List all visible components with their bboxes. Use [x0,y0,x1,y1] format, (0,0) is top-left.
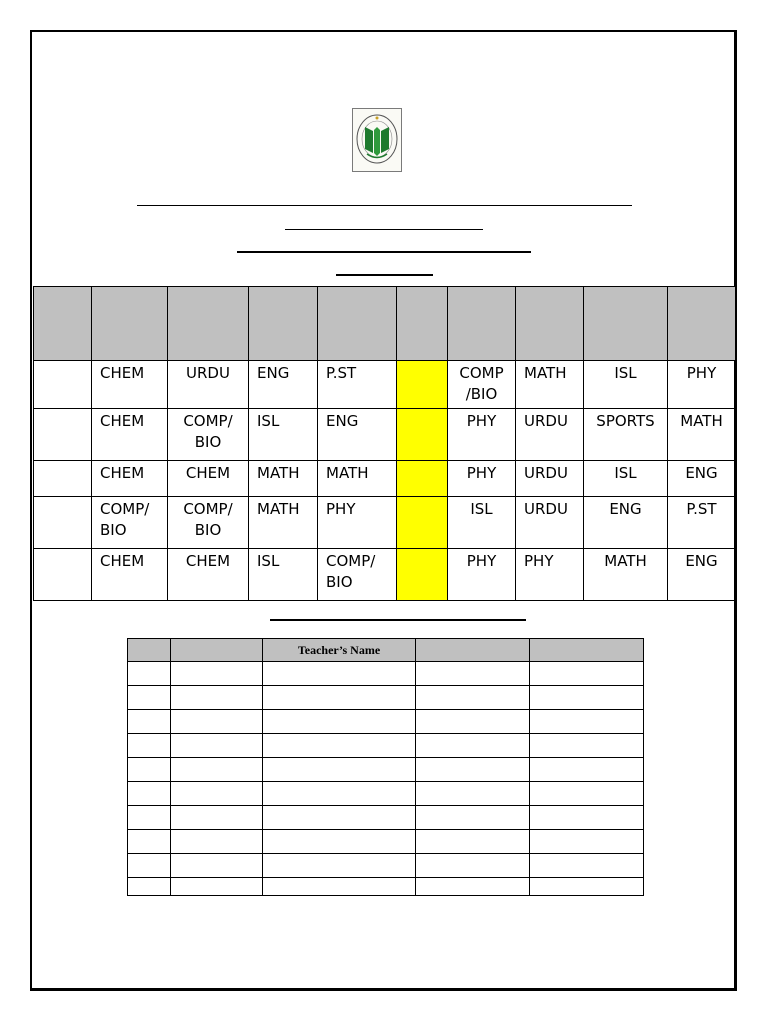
teacher-cell [530,662,644,686]
subject-cell: MATH [249,461,318,497]
subject-cell: CHEM [92,409,168,461]
teacher-row [128,878,644,896]
title-line-1 [137,205,632,206]
teacher-row [128,734,644,758]
teacher-cell [171,854,263,878]
teacher-cell [171,782,263,806]
subject-cell: COMP/ BIO [168,409,249,461]
subject-cell: MATH [584,549,668,601]
subject-cell: COMP/ BIO [318,549,397,601]
teacher-cell [263,806,416,830]
subject-cell: ISL [249,549,318,601]
teacher-row [128,758,644,782]
teacher-cell [263,734,416,758]
section-line [270,619,526,621]
teachers-table-header [128,639,644,662]
title-line-3 [237,251,531,253]
teacher-row [128,710,644,734]
subject-cell: PHY [448,409,516,461]
subject-cell: PHY [448,549,516,601]
teacher-cell [128,662,171,686]
break-cell [397,409,448,461]
break-cell [397,497,448,549]
teacher-cell [171,662,263,686]
subject-cell: CHEM [92,461,168,497]
subject-cell: MATH [249,497,318,549]
break-cell [397,461,448,497]
subject-cell: PHY [318,497,397,549]
subject-cell: URDU [168,361,249,409]
teacher-cell [128,806,171,830]
teacher-cell [416,782,530,806]
subject-cell: ISL [448,497,516,549]
teacher-row [128,806,644,830]
teacher-cell [263,710,416,734]
subject-cell: URDU [516,461,584,497]
subject-cell: ISL [249,409,318,461]
teachers-table [127,638,644,896]
subject-cell: CHEM [92,361,168,409]
teacher-cell [171,830,263,854]
teacher-row [128,686,644,710]
teacher-cell [263,878,416,896]
teacher-cell [530,782,644,806]
teacher-cell [263,854,416,878]
teacher-cell [263,662,416,686]
subject-cell: ISL [584,361,668,409]
day-cell [34,497,92,549]
teacher-cell [171,878,263,896]
teacher-cell [416,830,530,854]
subject-cell: MATH [516,361,584,409]
subject-cell: CHEM [92,549,168,601]
timetable [33,286,736,601]
timetable-row [34,409,736,461]
subject-cell: PHY [448,461,516,497]
teacher-cell [128,782,171,806]
timetable-row [34,361,736,409]
subject-cell: URDU [516,409,584,461]
teacher-row [128,830,644,854]
teacher-row [128,782,644,806]
teacher-cell [263,758,416,782]
teacher-cell [128,710,171,734]
subject-cell: URDU [516,497,584,549]
teacher-row [128,854,644,878]
day-cell [34,549,92,601]
subject-cell: COMP /BIO [448,361,516,409]
teacher-cell [128,758,171,782]
break-cell [397,549,448,601]
subject-cell: MATH [668,409,736,461]
teacher-cell [530,830,644,854]
teacher-cell [171,686,263,710]
timetable-row [34,497,736,549]
subject-cell: PHY [668,361,736,409]
teacher-name-header: Teacher’s Name [263,639,416,662]
teacher-cell [171,710,263,734]
teacher-cell [171,806,263,830]
subject-cell: CHEM [168,549,249,601]
book-crest-icon [353,109,401,171]
teacher-cell [416,734,530,758]
teacher-cell [171,734,263,758]
teacher-cell [416,854,530,878]
teacher-cell [263,686,416,710]
subject-cell: PHY [516,549,584,601]
break-cell [397,361,448,409]
title-line-4 [336,274,433,276]
teacher-cell [530,758,644,782]
subject-cell: COMP/ BIO [168,497,249,549]
timetable-header-row [34,287,736,361]
teacher-cell [530,734,644,758]
teacher-cell [530,854,644,878]
title-line-2 [285,229,483,230]
teacher-cell [263,830,416,854]
timetable-row [34,549,736,601]
timetable-row [34,461,736,497]
day-cell [34,361,92,409]
teacher-cell [128,854,171,878]
teacher-cell [530,878,644,896]
teacher-cell [128,734,171,758]
teacher-cell [530,806,644,830]
teacher-row [128,662,644,686]
subject-cell: P.ST [318,361,397,409]
subject-cell: ISL [584,461,668,497]
teacher-cell [416,686,530,710]
school-logo [352,108,402,172]
subject-cell: ENG [584,497,668,549]
subject-cell: ENG [249,361,318,409]
day-cell [34,409,92,461]
day-cell [34,461,92,497]
teacher-cell [171,758,263,782]
teacher-cell [416,662,530,686]
teacher-cell [416,758,530,782]
subject-cell: SPORTS [584,409,668,461]
subject-cell: COMP/ BIO [92,497,168,549]
subject-cell: ENG [318,409,397,461]
teacher-cell [263,782,416,806]
subject-cell: MATH [318,461,397,497]
teacher-cell [416,710,530,734]
teacher-cell [128,830,171,854]
teacher-cell [530,686,644,710]
teacher-cell [416,806,530,830]
subject-cell: ENG [668,549,736,601]
teacher-cell [530,710,644,734]
teacher-cell [416,878,530,896]
break-column [397,287,448,361]
teacher-cell [128,878,171,896]
subject-cell: CHEM [168,461,249,497]
subject-cell: P.ST [668,497,736,549]
subject-cell: ENG [668,461,736,497]
teacher-cell [128,686,171,710]
